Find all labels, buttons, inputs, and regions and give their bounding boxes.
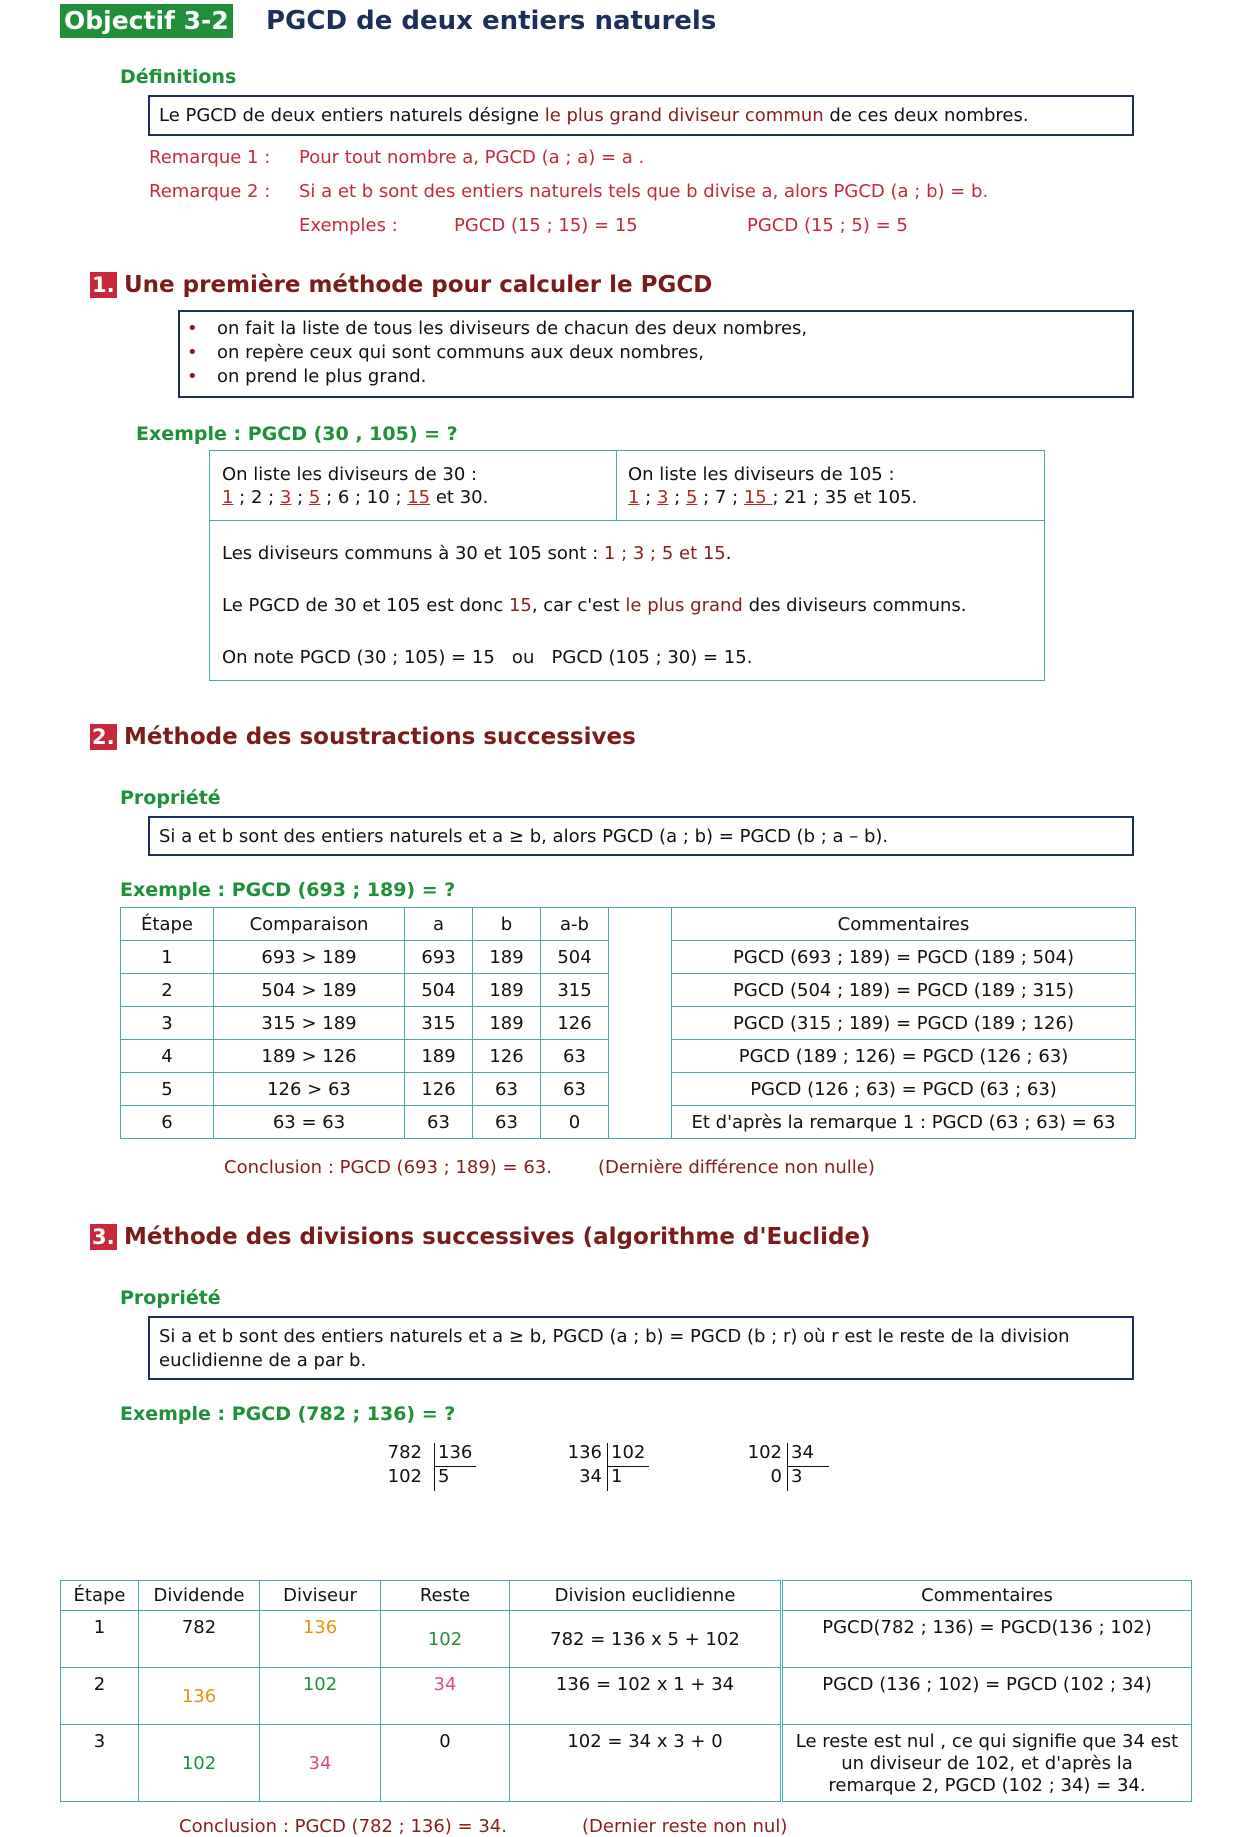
divisors-table bbox=[209, 450, 1045, 681]
definition-text-after: de ces deux nombres. bbox=[823, 105, 1029, 126]
remark2-label: Remarque 2 : bbox=[149, 181, 271, 202]
col-header: Comparaison bbox=[214, 908, 405, 941]
property-3-heading: Propriété bbox=[120, 1287, 221, 1309]
col-header: a-b bbox=[541, 908, 609, 941]
remark1-label: Remarque 1 : bbox=[149, 147, 271, 168]
col-header: Commentaires bbox=[672, 908, 1136, 941]
section-3-title: Méthode des divisions successives (algorithme d'Euclide) bbox=[124, 1224, 871, 1250]
conclusion-3: Conclusion : PGCD (782 ; 136) = 34. bbox=[179, 1816, 507, 1837]
divisors-30-cell: On liste les diviseurs de 30 : 1 ; 2 ; 3 ; 5 ; 6 ; 10 ; 15 et 30. bbox=[210, 451, 617, 521]
col-header: b bbox=[473, 908, 541, 941]
example-1: PGCD (15 ; 15) = 15 bbox=[454, 215, 638, 236]
property-2-box: Si a et b sont des entiers naturels et a ≥ b, alors PGCD (a ; b) = PGCD (b ; a – b). bbox=[148, 816, 1134, 856]
division-layout-3: 102 0 34 3 bbox=[742, 1441, 852, 1493]
example-2-heading: Exemple : PGCD (693 ; 189) = ? bbox=[120, 879, 456, 901]
section-2-title: Méthode des soustractions successives bbox=[124, 724, 636, 750]
bullet-item: • on repère ceux qui sont communs aux deux nombres, bbox=[187, 342, 704, 363]
table-row: 3 315 > 189 315 189 126 PGCD (315 ; 189) = PGCD (189 ; 126) bbox=[121, 1007, 1136, 1040]
examples-label: Exemples : bbox=[299, 215, 398, 236]
table-row: 1 693 > 189 693 189 504 PGCD (693 ; 189) = PGCD (189 ; 504) bbox=[121, 941, 1136, 974]
table-row: 2 136 102 34 136 = 102 x 1 + 34 PGCD (136 ; 102) = PGCD (102 ; 34) bbox=[61, 1668, 1192, 1725]
remark2-text: Si a et b sont des entiers naturels tels que b divise a, alors PGCD (a ; b) = b. bbox=[299, 181, 989, 202]
conclusion-2-note: (Dernière différence non nulle) bbox=[598, 1157, 875, 1178]
division-layout-2: 136 34 102 1 bbox=[562, 1441, 672, 1493]
property-2-heading: Propriété bbox=[120, 787, 221, 809]
property-3-box: Si a et b sont des entiers naturels et a ≥ b, PGCD (a ; b) = PGCD (b ; r) où r est le reste de la division euclidienne de a par b. bbox=[148, 1316, 1134, 1380]
definition-box bbox=[148, 95, 1134, 136]
col-header: Étape bbox=[121, 908, 214, 941]
table-row: 5 126 > 63 126 63 63 PGCD (126 ; 63) = PGCD (63 ; 63) bbox=[121, 1073, 1136, 1106]
divisors-105-cell: On liste les diviseurs de 105 : 1 ; 3 ; 5 ; 7 ; 15 ; 21 ; 35 et 105. bbox=[617, 451, 1045, 521]
section-2-number: 2. bbox=[92, 725, 115, 749]
example-3-heading: Exemple : PGCD (782 ; 136) = ? bbox=[120, 1403, 456, 1425]
bullet-item: • on prend le plus grand. bbox=[187, 366, 427, 387]
euclid-table bbox=[60, 1580, 1192, 1802]
section-3-number: 3. bbox=[92, 1225, 115, 1249]
spacer-cell bbox=[609, 908, 672, 1139]
divisors-conclusion-cell: Les diviseurs communs à 30 et 105 sont : 1 ; 3 ; 5 et 15. Le PGCD de 30 et 105 est donc 15, car c'est le plus grand des diviseurs communs. On note PGCD (30 ; 105) = 15 ou PGCD (105 ; 30) = 15. bbox=[210, 521, 1045, 681]
col-header: Commentaires bbox=[782, 1581, 1192, 1611]
definitions-heading: Définitions bbox=[120, 66, 237, 88]
example-1-heading: Exemple : PGCD (30 , 105) = ? bbox=[136, 423, 458, 445]
division-layout-1: 782 102 136 5 bbox=[382, 1441, 492, 1493]
objective-badge: Objectif 3-2 bbox=[60, 4, 233, 38]
page-title: PGCD de deux entiers naturels bbox=[266, 6, 717, 36]
col-header: Division euclidienne bbox=[510, 1581, 782, 1611]
col-header: Étape bbox=[61, 1581, 139, 1611]
col-header: Diviseur bbox=[260, 1581, 381, 1611]
example-2: PGCD (15 ; 5) = 5 bbox=[747, 215, 908, 236]
table-row: 2 504 > 189 504 189 315 PGCD (504 ; 189) = PGCD (189 ; 315) bbox=[121, 974, 1136, 1007]
remark1-text: Pour tout nombre a, PGCD (a ; a) = a . bbox=[299, 147, 645, 168]
col-header: Reste bbox=[381, 1581, 510, 1611]
table-row: 4 189 > 126 189 126 63 PGCD (189 ; 126) = PGCD (126 ; 63) bbox=[121, 1040, 1136, 1073]
subtraction-table bbox=[120, 907, 1136, 1139]
table-row: 3 102 34 0 102 = 34 x 3 + 0 Le reste est nul , ce qui signifie que 34 est un diviseur de 102, et d'après la remarque 2, PGCD (102 ; 34) = 34. bbox=[61, 1725, 1192, 1802]
col-header: a bbox=[405, 908, 473, 941]
section-1-number: 1. bbox=[92, 273, 115, 297]
table-row: 6 63 = 63 63 63 0 Et d'après la remarque 1 : PGCD (63 ; 63) = 63 bbox=[121, 1106, 1136, 1139]
definition-highlight: le plus grand diviseur commun bbox=[544, 105, 824, 126]
definition-text-before: Le PGCD de deux entiers naturels désigne bbox=[159, 105, 545, 126]
conclusion-2: Conclusion : PGCD (693 ; 189) = 63. bbox=[224, 1157, 552, 1178]
bullet-item: • on fait la liste de tous les diviseurs de chacun des deux nombres, bbox=[187, 318, 808, 339]
conclusion-3-note: (Dernier reste non nul) bbox=[582, 1816, 788, 1837]
method-1-box bbox=[178, 310, 1134, 398]
col-header: Dividende bbox=[139, 1581, 260, 1611]
table-row: 1 782 136 102 782 = 136 x 5 + 102 PGCD(782 ; 136) = PGCD(136 ; 102) bbox=[61, 1611, 1192, 1668]
section-1-title: Une première méthode pour calculer le PGCD bbox=[124, 272, 713, 298]
